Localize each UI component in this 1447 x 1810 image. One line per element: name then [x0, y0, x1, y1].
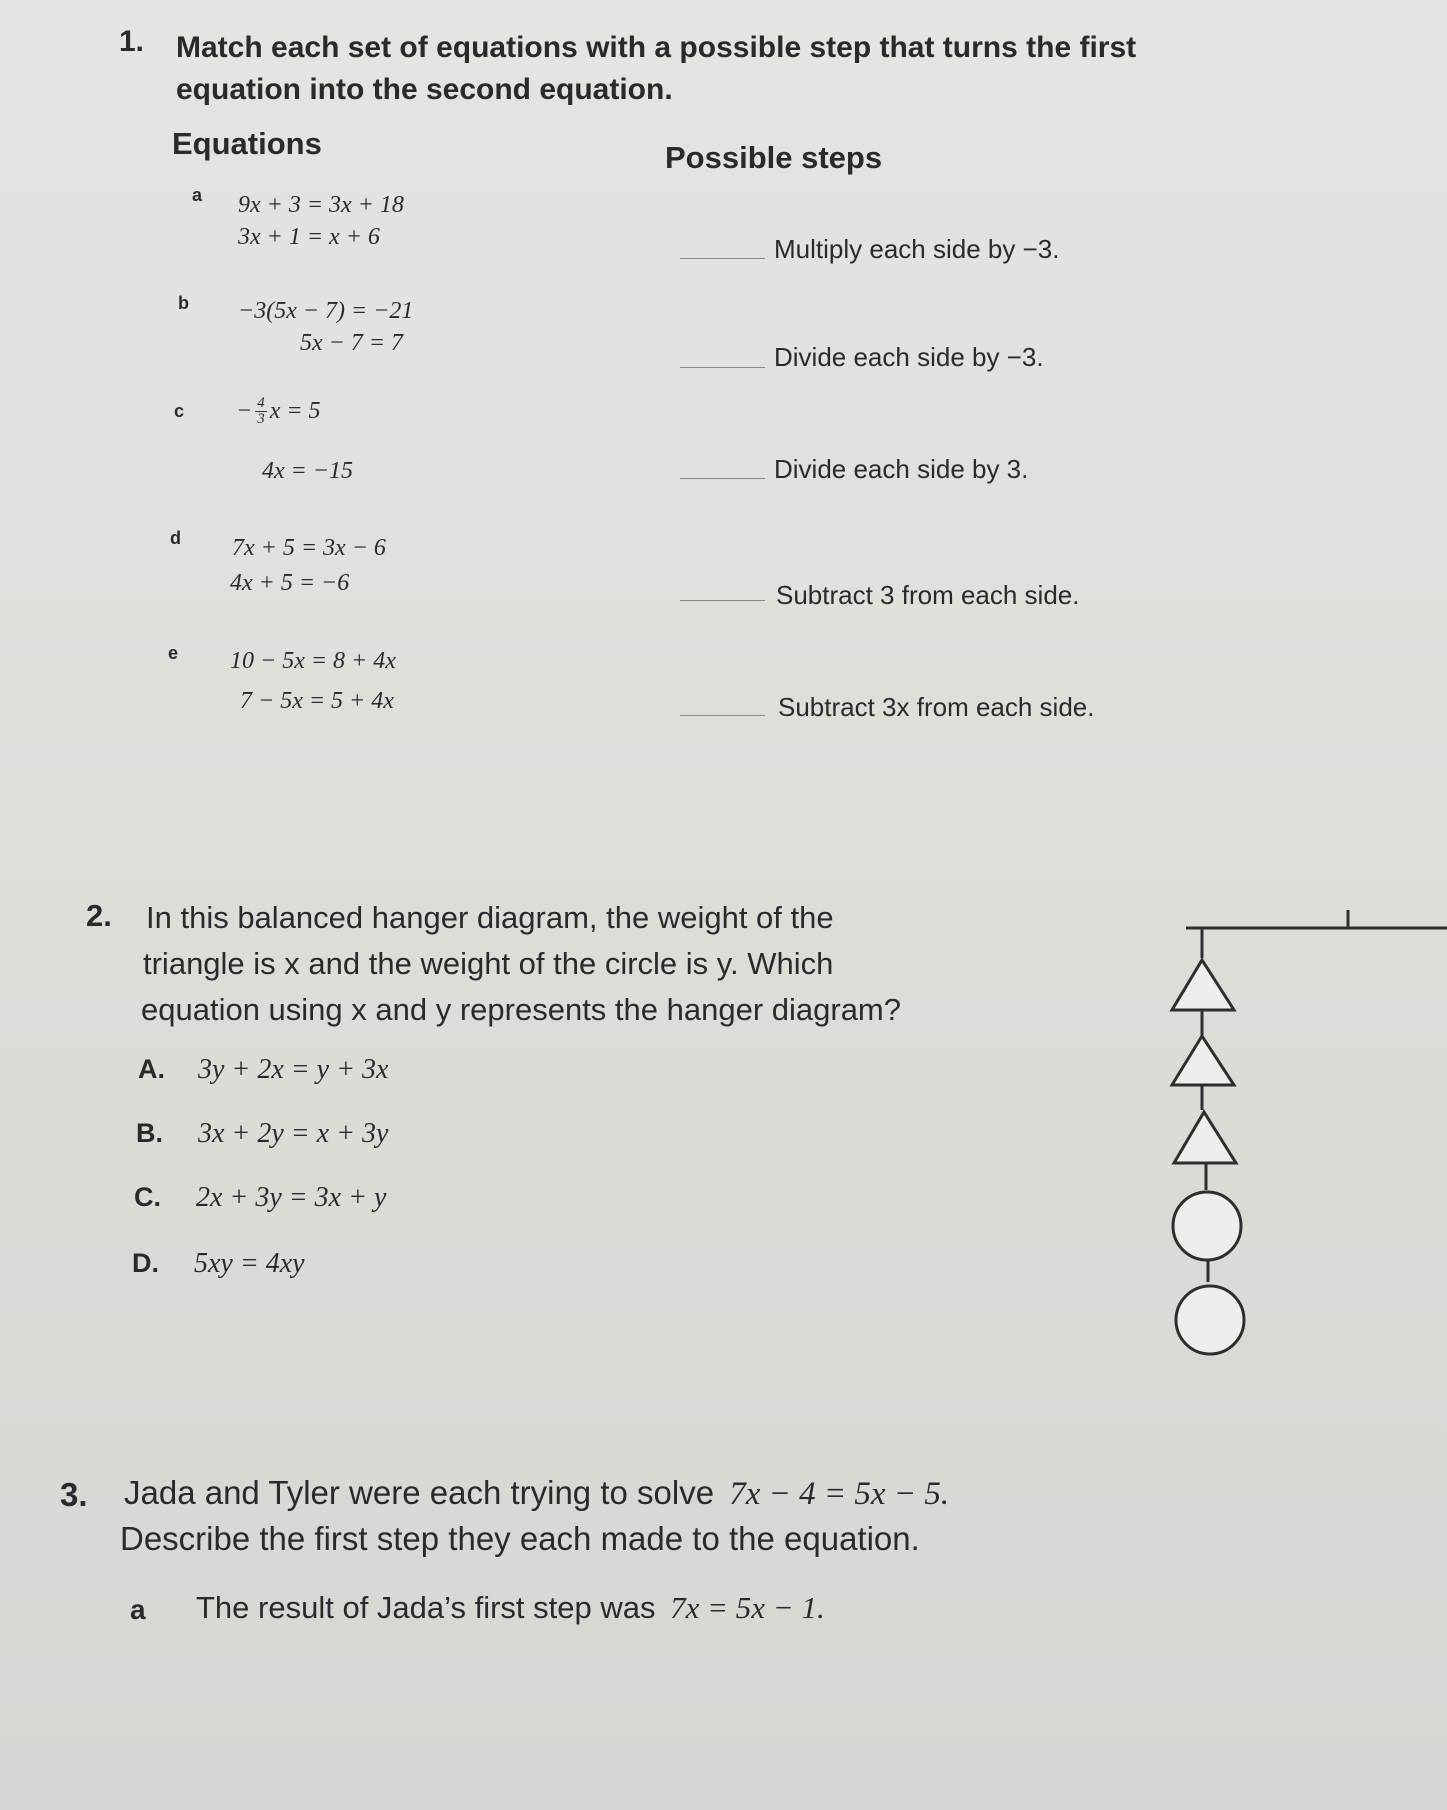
- part-a: [196, 1590, 825, 1626]
- hanger-diagram: [1140, 900, 1447, 1370]
- triangle-weight: [1172, 960, 1234, 1010]
- equation-letter-e: e: [168, 643, 179, 663]
- fraction-numerator: 4: [257, 395, 265, 411]
- answer-blank[interactable]: [680, 715, 765, 716]
- option-a-letter[interactable]: A.: [138, 1054, 165, 1084]
- equation-letter-c: c: [174, 401, 185, 421]
- steps-header: Possible steps: [665, 140, 883, 175]
- option-d[interactable]: 5xy = 4xy: [194, 1248, 305, 1279]
- equation-c-first: [236, 396, 321, 427]
- q3-prompt-text: Jada and Tyler were each trying to solve: [124, 1474, 715, 1511]
- option-a[interactable]: 3y + 2x = y + 3x: [198, 1054, 389, 1085]
- q1-number: 1.: [119, 25, 145, 58]
- answer-blank[interactable]: [680, 367, 765, 368]
- step-1: Multiply each side by −3.: [774, 234, 1060, 264]
- option-d-letter[interactable]: D.: [132, 1248, 159, 1278]
- option-c[interactable]: 2x + 3y = 3x + y: [196, 1182, 387, 1213]
- q2-number: 2.: [86, 898, 112, 933]
- q3-equation: 7x − 4 = 5x − 5.: [729, 1476, 950, 1512]
- equations-header: Equations: [172, 126, 322, 161]
- equation-b-second: 5x − 7 = 7: [300, 330, 404, 356]
- q1-prompt-line2: equation into the second equation.: [176, 73, 673, 106]
- equation-e-first: 10 − 5x = 8 + 4x: [230, 648, 396, 674]
- equation-b-first: −3(5x − 7) = −21: [238, 298, 414, 324]
- q2-prompt-line1: In this balanced hanger diagram, the weight of the: [146, 900, 834, 935]
- q1-prompt-line1: Match each set of equations with a possible step that turns the first: [176, 31, 1137, 64]
- equation-letter-d: d: [170, 528, 181, 548]
- fraction: [255, 396, 267, 427]
- option-b[interactable]: 3x + 2y = x + 3y: [198, 1118, 389, 1149]
- circle-weight: [1176, 1286, 1244, 1354]
- part-a-equation: 7x = 5x − 1.: [670, 1590, 825, 1625]
- triangle-weight: [1172, 1036, 1234, 1085]
- equation-letter-a: a: [192, 185, 203, 205]
- step-2: Divide each side by −3.: [774, 342, 1044, 372]
- equation-a-second: 3x + 1 = x + 6: [238, 224, 380, 250]
- option-b-letter[interactable]: B.: [136, 1118, 163, 1148]
- part-a-letter: a: [130, 1594, 146, 1625]
- answer-blank[interactable]: [680, 258, 765, 259]
- answer-blank[interactable]: [680, 478, 765, 479]
- q3-prompt-line1: [124, 1468, 949, 1519]
- option-c-letter[interactable]: C.: [134, 1182, 161, 1212]
- triangle-weight: [1174, 1112, 1236, 1163]
- q2-prompt-line3: equation using x and y represents the hanger diagram?: [141, 992, 901, 1027]
- equation-c-first-rest: x = 5: [269, 398, 321, 424]
- fraction-denominator: 3: [257, 411, 265, 427]
- step-5: Subtract 3x from each side.: [778, 692, 1095, 722]
- circle-weight: [1173, 1192, 1241, 1260]
- q2-prompt-line2: triangle is x and the weight of the circle is y. Which: [143, 946, 834, 981]
- q3-number: 3.: [60, 1476, 88, 1513]
- equation-a-first: 9x + 3 = 3x + 18: [238, 192, 404, 218]
- equation-letter-b: b: [178, 293, 189, 313]
- equation-c-second: 4x = −15: [262, 458, 354, 484]
- equation-d-second: 4x + 5 = −6: [230, 570, 350, 596]
- equation-e-second: 7 − 5x = 5 + 4x: [240, 688, 394, 714]
- equation-d-first: 7x + 5 = 3x − 6: [232, 535, 386, 561]
- step-3: Divide each side by 3.: [774, 454, 1029, 484]
- answer-blank[interactable]: [680, 600, 765, 601]
- q3-prompt-line2: Describe the first step they each made to the equation.: [120, 1520, 920, 1557]
- minus-sign: −: [236, 398, 253, 424]
- step-4: Subtract 3 from each side.: [776, 580, 1080, 610]
- part-a-text: The result of Jada’s first step was: [196, 1590, 656, 1625]
